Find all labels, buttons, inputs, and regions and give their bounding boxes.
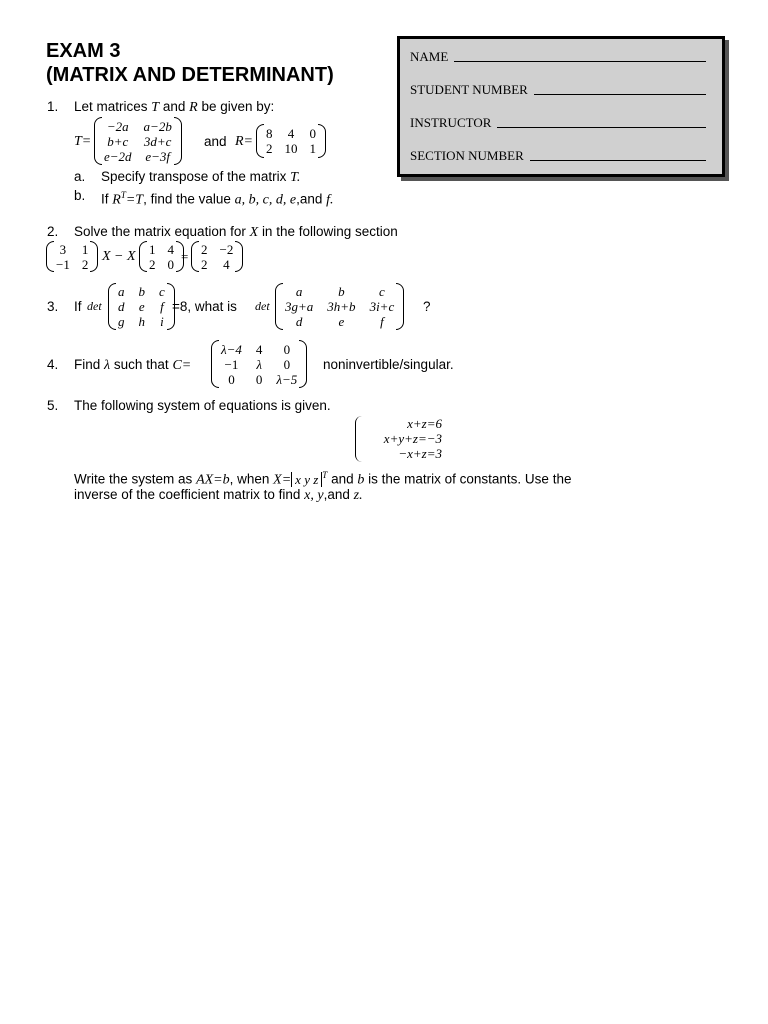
q2-eq: = — [181, 249, 189, 264]
q2-mid: X − X — [102, 249, 136, 264]
q4-C: C= — [172, 358, 192, 373]
q2-body: Solve the matrix equation for — [74, 224, 246, 239]
matrix-entry: 3 — [59, 241, 67, 257]
matrix-entry: λ — [256, 356, 262, 372]
q4-find: Find — [74, 357, 101, 372]
matrix-entry: c — [159, 284, 165, 299]
matrix-entry: a−2b — [143, 118, 172, 134]
q3-qmark: ? — [423, 299, 431, 314]
paren-left — [94, 117, 102, 165]
q1-given: be given by: — [201, 99, 275, 114]
q1-R-label: R= — [235, 134, 253, 149]
student-info-box — [397, 36, 725, 177]
matrix-entry: 3g+a — [285, 299, 314, 314]
equation-system — [360, 416, 442, 461]
section-number-field[interactable] — [410, 148, 706, 164]
matrix-entry: 1 — [149, 241, 156, 257]
matrix-entry: 4 — [287, 126, 295, 141]
q5-xy: x, y — [304, 488, 324, 503]
q1-and: and — [162, 99, 186, 114]
q2-matrix-C — [191, 241, 243, 272]
instructor-line — [497, 126, 706, 128]
q4-number: 4. — [47, 357, 59, 372]
q5-inverse: inverse of the coefficient matrix to find — [74, 487, 301, 502]
q5-writeas: Write the system as — [74, 471, 193, 487]
q1-T-matrix — [94, 117, 182, 165]
matrix-entry: 0 — [167, 256, 174, 272]
q5-and: and — [331, 471, 354, 487]
q4-suchthat: such that — [113, 357, 169, 372]
matrix-entry: 2 — [201, 256, 208, 272]
q1-T-grid — [102, 117, 174, 165]
q3-det: det — [87, 299, 102, 313]
matrix-entry: 10 — [284, 141, 298, 156]
matrix-entry: 0 — [283, 341, 291, 357]
q2-matrix-A — [46, 241, 98, 272]
q1a-var: T. — [290, 170, 301, 185]
matrix-entry: f — [160, 299, 164, 314]
paren-right — [90, 241, 98, 272]
exam-subtitle: (MATRIX AND DETERMINANT) — [46, 64, 334, 86]
matrix-entry: −1 — [224, 356, 239, 372]
matrix-entry: 3h+b — [327, 299, 356, 314]
q1b-vars: a, b, c, d, e — [234, 192, 297, 208]
q1b-sup: T — [120, 190, 126, 200]
matrix-entry: e−2d — [104, 148, 132, 164]
q1-intro — [74, 98, 274, 116]
q1-number: 1. — [47, 99, 59, 114]
q1a-body: Specify transpose of the matrix — [101, 169, 287, 184]
q2-text — [74, 223, 398, 241]
paren-left — [256, 124, 264, 158]
matrix-entry: 3d+c — [143, 133, 172, 149]
q1-R-grid — [264, 124, 318, 158]
q1a-label: a. — [74, 169, 86, 184]
q5-number: 5. — [47, 398, 59, 413]
paren-left — [275, 283, 283, 330]
matrix-entry: 0 — [309, 126, 316, 141]
q3-det2: det — [255, 299, 270, 313]
q5-line2 — [74, 486, 363, 504]
matrix-entry: 1 — [81, 241, 89, 257]
paren-right — [396, 283, 404, 330]
matrix-entry: λ−4 — [221, 341, 242, 357]
paren-right — [174, 117, 182, 165]
q5-xyz-vector: x y z — [291, 472, 322, 487]
q2-B-grid — [147, 241, 176, 272]
matrix-entry: −2a — [106, 118, 129, 134]
section-number-line — [530, 159, 706, 161]
q4-tail: noninvertible/singular. — [323, 357, 454, 372]
equation-1: x+z=6 — [407, 416, 442, 431]
student-number-field[interactable] — [410, 82, 706, 98]
matrix-entry: 4 — [223, 256, 230, 272]
matrix-entry: 4 — [255, 341, 263, 357]
q2-A-grid — [54, 241, 90, 272]
matrix-entry: 8 — [266, 126, 273, 141]
matrix-entry: −1 — [56, 256, 70, 272]
matrix-entry: b — [138, 284, 145, 299]
q1b-and: ,and — [296, 191, 323, 207]
q2-var: X — [249, 225, 259, 240]
exam-title: EXAM 3 — [46, 40, 121, 62]
matrix-entry: e — [138, 299, 145, 314]
matrix-entry: −2 — [219, 241, 234, 257]
section-number-label: SECTION NUMBER — [410, 148, 524, 163]
paren-right — [299, 340, 307, 388]
q1b-if: If — [101, 191, 109, 207]
q3-eq8: =8, what is — [172, 299, 237, 314]
matrix-entry: b — [338, 284, 345, 299]
matrix-entry: d — [118, 299, 125, 314]
q1b-label: b. — [74, 188, 86, 203]
student-number-line — [534, 93, 706, 95]
matrix-entry: 0 — [283, 356, 291, 372]
q5-b: b — [357, 472, 365, 488]
matrix-entry: λ−5 — [276, 371, 298, 387]
q1-intro-text: Let matrices — [74, 99, 148, 114]
matrix-entry: e — [338, 314, 345, 329]
instructor-label: INSTRUCTOR — [410, 115, 492, 130]
matrix-entry: d — [295, 314, 303, 329]
matrix-entry: c — [379, 284, 385, 299]
q4-grid — [219, 340, 299, 388]
q3-number: 3. — [47, 299, 59, 314]
matrix-entry: 2 — [201, 241, 208, 257]
q4-lambda: λ — [104, 358, 111, 373]
q2-matrix-B — [139, 241, 184, 272]
equation-2: x+y+z=−3 — [383, 431, 442, 446]
matrix-entry: f — [380, 314, 384, 329]
matrix-entry: 3i+c — [369, 299, 395, 314]
q3-matrix-2 — [275, 283, 404, 330]
paren-right — [318, 124, 326, 158]
q1-var-T: T — [151, 100, 160, 115]
q2-body2: in the following section — [261, 224, 398, 239]
q1b-text — [101, 187, 334, 209]
matrix-entry: i — [160, 314, 164, 329]
q3-M2-grid — [283, 283, 396, 330]
name-field[interactable] — [410, 49, 706, 65]
equation-3: −x+z=3 — [398, 446, 442, 461]
instructor-field[interactable] — [410, 115, 706, 131]
paren-left — [139, 241, 147, 272]
matrix-entry: 2 — [149, 256, 156, 272]
q3-M1-grid — [116, 283, 167, 330]
q5-z: z. — [353, 488, 363, 503]
q5-and2: ,and — [323, 487, 350, 502]
matrix-entry: 1 — [309, 141, 316, 156]
matrix-entry: 4 — [167, 241, 174, 257]
matrix-entry: a — [295, 284, 303, 299]
matrix-entry: a — [118, 284, 125, 299]
paren-left — [211, 340, 219, 388]
q1-R-matrix — [256, 124, 326, 158]
student-number-label: STUDENT NUMBER — [410, 82, 528, 97]
q1b-find: , find the value — [143, 191, 231, 207]
q3-matrix-1 — [108, 283, 175, 330]
paren-right — [235, 241, 243, 272]
name-label: NAME — [410, 49, 449, 64]
q3-if: If — [74, 299, 82, 314]
matrix-entry: 0 — [228, 371, 235, 387]
q1-var-R: R — [189, 100, 198, 115]
q5-constants: is the matrix of constants. Use the — [368, 471, 572, 487]
matrix-entry: e−3f — [145, 148, 171, 164]
q5-text: The following system of equations is given. — [74, 398, 331, 413]
q2-number: 2. — [47, 224, 59, 239]
matrix-entry: 0 — [255, 371, 263, 387]
q4-text — [74, 356, 191, 374]
q4-matrix — [211, 340, 307, 388]
q5-Xeq: X= — [273, 472, 292, 488]
q1b-f: f. — [326, 192, 334, 208]
q2-C-grid — [199, 241, 235, 272]
matrix-entry: g — [118, 314, 125, 329]
matrix-entry: h — [138, 314, 145, 329]
q1-and2: and — [204, 134, 227, 149]
q1-T-label: T= — [74, 134, 92, 149]
name-line — [454, 60, 706, 62]
paren-left — [108, 283, 116, 330]
q5-AXb: AX=b — [196, 472, 230, 488]
q5-supT: T — [322, 470, 328, 480]
q1b-eqT: =T — [125, 192, 144, 208]
matrix-entry: b+c — [107, 133, 129, 149]
matrix-entry: 2 — [266, 141, 273, 156]
q5-when: , when — [229, 471, 270, 487]
paren-left — [46, 241, 54, 272]
q1b-R: R — [112, 192, 121, 208]
matrix-entry: 2 — [81, 256, 89, 272]
q1a-text — [101, 168, 300, 186]
paren-left — [191, 241, 199, 272]
